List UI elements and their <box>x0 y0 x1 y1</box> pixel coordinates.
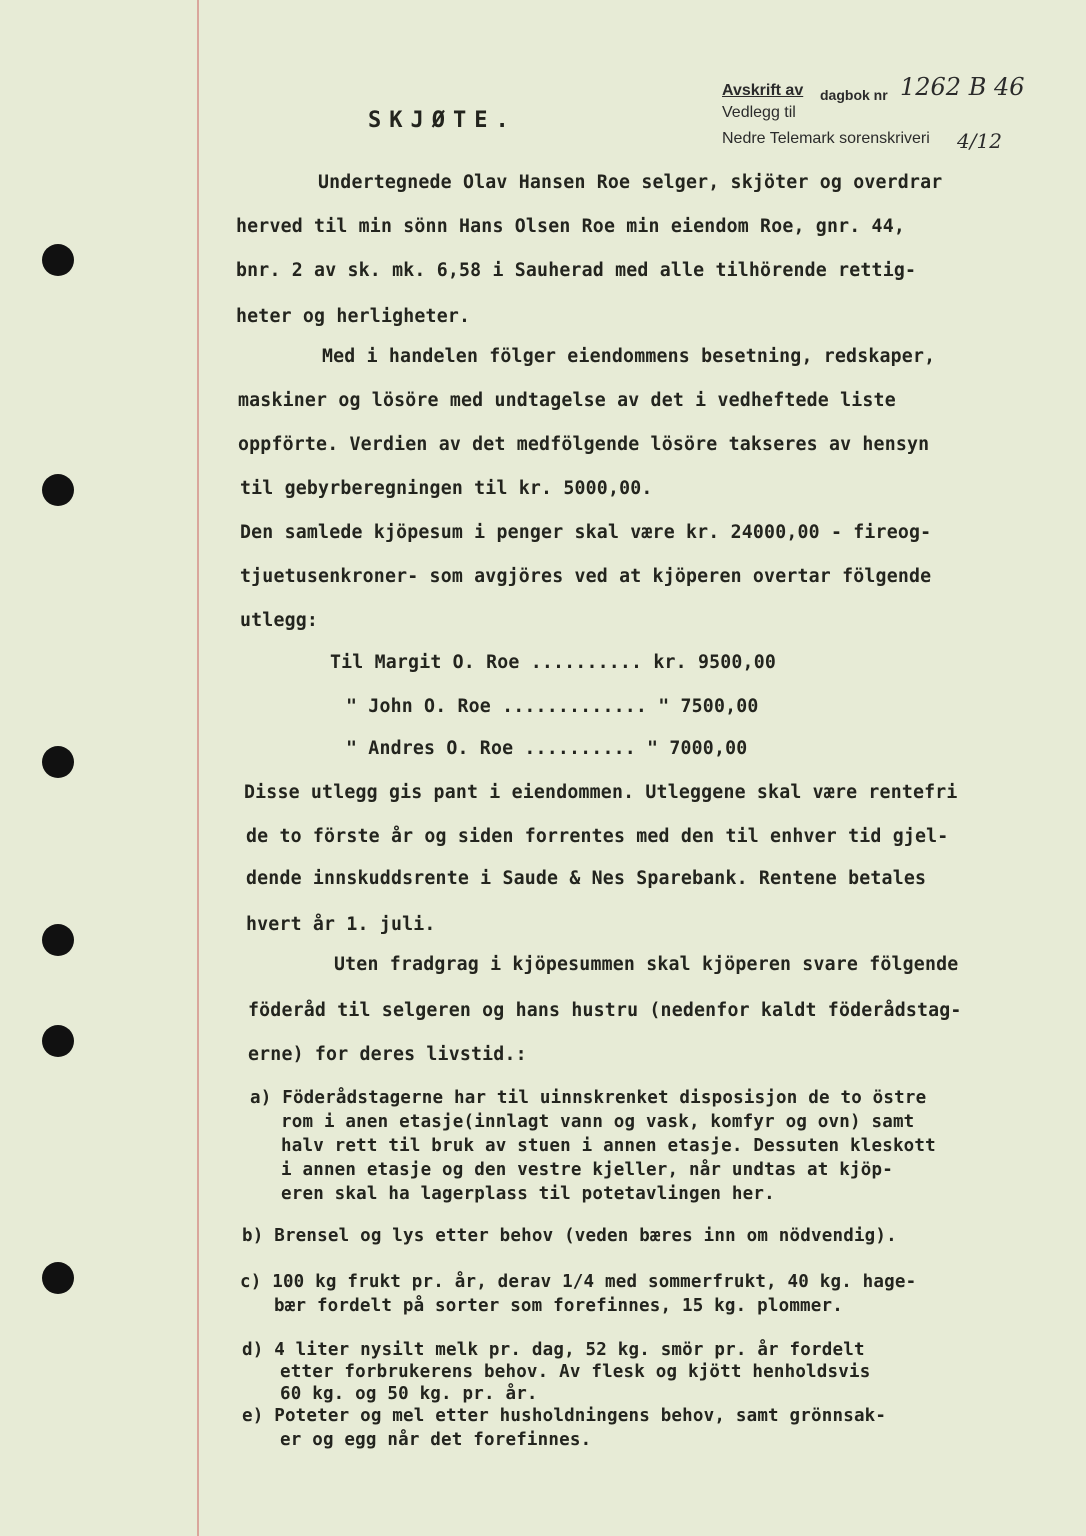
clause-c-line: c) 100 kg frukt pr. år, derav 1/4 med sommerfrukt, 40 kg. hage- <box>240 1272 917 1292</box>
clause-c-line: bær fordelt på sorter som forefinnes, 15 kg. plommer. <box>274 1296 844 1316</box>
text-line: herved til min sönn Hans Olsen Roe min eiendom Roe, gnr. 44, <box>236 216 905 237</box>
text-line: Uten fradgrag i kjöpesummen skal kjöperen svare fölgende <box>334 954 959 975</box>
clause-e-line: e) Poteter og mel etter husholdningens behov, samt grönnsak- <box>242 1406 887 1426</box>
debt-line: " Andres O. Roe .......... " 7000,00 <box>346 738 748 759</box>
text-line: Disse utlegg gis pant i eiendommen. Utleggene skal være rentefri <box>244 782 958 803</box>
text-line: föderåd til selgeren og hans hustru (nedenfor kaldt föderådstag- <box>248 1000 962 1021</box>
stamp-handwritten-number: 1262 B 46 <box>900 73 1025 101</box>
clause-d-line: 60 kg. og 50 kg. pr. år. <box>280 1384 538 1404</box>
clause-d-line: etter forbrukerens behov. Av flesk og kjött henholdsvis <box>280 1362 871 1382</box>
clause-a-line: rom i anen etasje(innlagt vann og vask, komfyr og ovn) samt <box>281 1112 915 1132</box>
text-line: utlegg: <box>240 610 319 631</box>
text-line: Den samlede kjöpesum i penger skal være kr. 24000,00 - fireog- <box>240 522 932 543</box>
text-line: de to förste år og siden forrentes med den til enhver tid gjel- <box>246 826 949 847</box>
text-line: heter og herligheter. <box>236 306 471 327</box>
punch-hole <box>42 244 74 276</box>
clause-b-line: b) Brensel og lys etter behov (veden bæres inn om nödvendig). <box>242 1226 897 1246</box>
clause-a-line: a) Föderådstagerne har til uinnskrenket disposisjon de to östre <box>250 1088 927 1108</box>
clause-a-line: halv rett til bruk av stuen i annen etasje. Dessuten kleskott <box>281 1136 936 1156</box>
clause-e-line: er og egg når det forefinnes. <box>280 1430 592 1450</box>
stamp-dagbok-label: dagbok nr <box>820 87 888 103</box>
debt-line: Til Margit O. Roe .......... kr. 9500,00 <box>330 652 776 673</box>
text-line: dende innskuddsrente i Saude & Nes Sparebank. Rentene betales <box>246 868 927 889</box>
text-line: tjuetusenkroner- som avgjöres ved at kjöperen overtar fölgende <box>240 566 932 587</box>
stamp-line-1: Avskrift av <box>722 82 804 99</box>
text-line: oppförte. Verdien av det medfölgende lösöre takseres av hensyn <box>238 434 930 455</box>
punch-hole <box>42 1262 74 1294</box>
clause-a-line: i annen etasje og den vestre kjeller, når undtas at kjöp- <box>281 1160 893 1180</box>
text-line: Undertegnede Olav Hansen Roe selger, skjöter og overdrar <box>318 172 943 193</box>
text-line: til gebyrberegningen til kr. 5000,00. <box>240 478 653 499</box>
text-line: hvert år 1. juli. <box>246 914 436 935</box>
text-line: Med i handelen fölger eiendommens besetning, redskaper, <box>322 346 936 367</box>
stamp-line-2: Vedlegg til <box>722 104 796 121</box>
margin-line <box>197 0 199 1536</box>
punch-hole <box>42 924 74 956</box>
stamp-handwritten-date: 4/12 <box>957 129 1002 153</box>
stamp-line-3: Nedre Telemark sorenskriveri <box>722 130 930 147</box>
punch-hole <box>42 1025 74 1057</box>
punch-hole <box>42 746 74 778</box>
text-line: maskiner og lösöre med undtagelse av det i vedheftede liste <box>238 390 896 411</box>
clause-d-line: d) 4 liter nysilt melk pr. dag, 52 kg. smör pr. år fordelt <box>242 1340 865 1360</box>
text-line: erne) for deres livstid.: <box>248 1044 527 1065</box>
text-line: bnr. 2 av sk. mk. 6,58 i Sauherad med alle tilhörende rettig- <box>236 260 917 281</box>
clause-a-line: eren skal ha lagerplass til potetavlingen her. <box>281 1184 775 1204</box>
document-title: SKJØTE. <box>368 108 517 133</box>
registration-stamp <box>722 73 1025 153</box>
punch-hole <box>42 474 74 506</box>
debt-line: " John O. Roe ............. " 7500,00 <box>346 696 759 717</box>
